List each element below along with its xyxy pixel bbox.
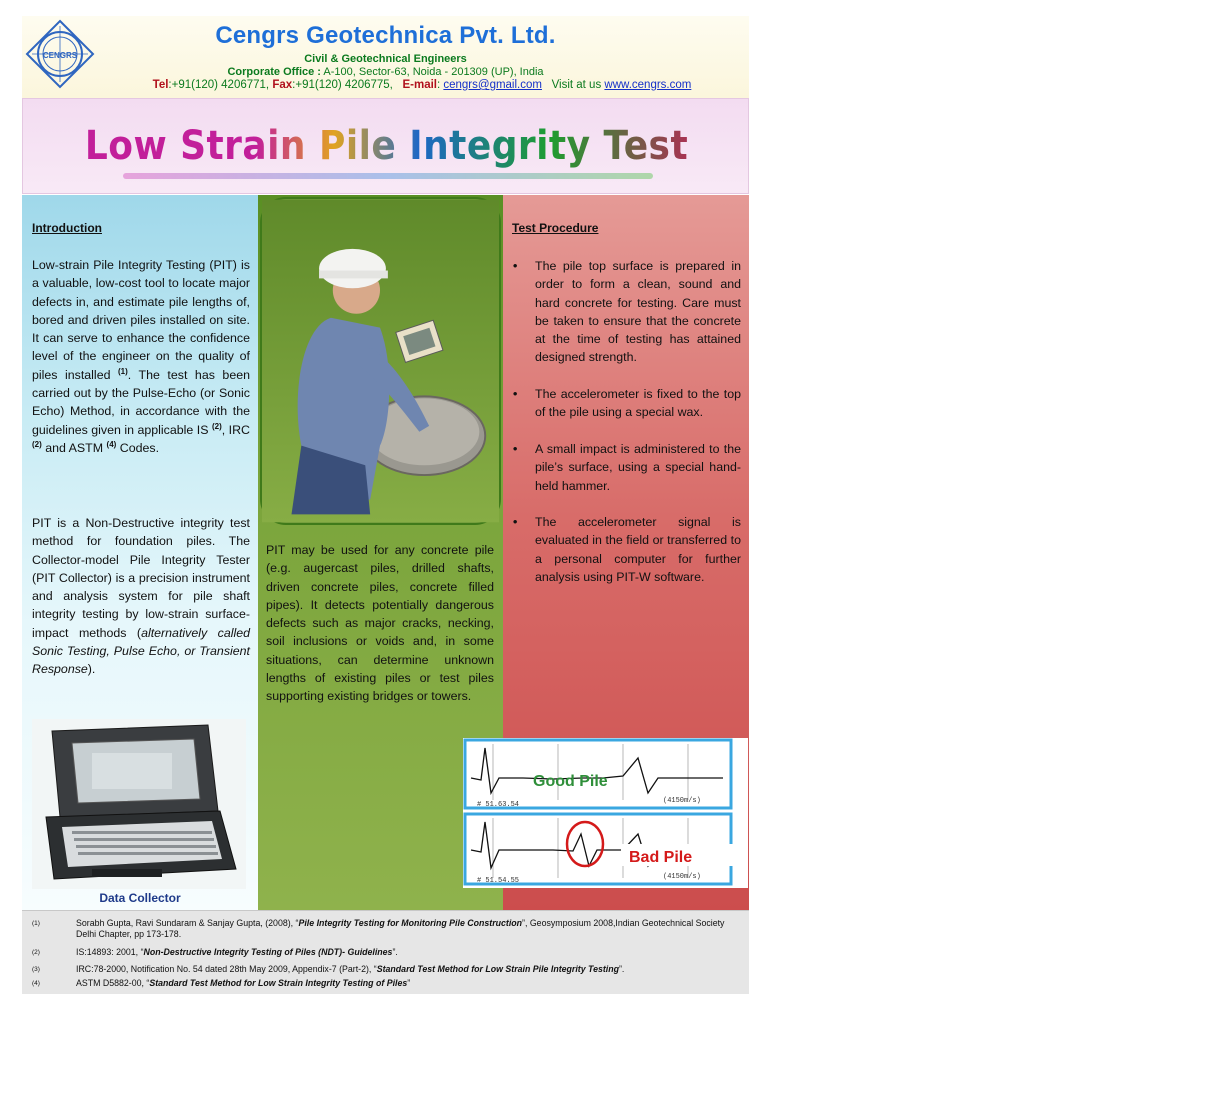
bad-pile-label: Bad Pile xyxy=(629,849,693,866)
company-name: Cengrs Geotechnica Pvt. Ltd. xyxy=(215,22,556,49)
office-label: Corporate Office : xyxy=(227,66,321,78)
office-address: A-100, Sector-63, Noida - 201309 (UP), India xyxy=(323,66,544,78)
logo-text: CENGRS xyxy=(42,51,78,60)
title-banner xyxy=(22,98,749,194)
pit-results-figure xyxy=(463,738,748,888)
worker-photo xyxy=(260,197,501,525)
visit-text: Visit at us xyxy=(551,79,602,91)
contact-line: Tel:+91(120) 4206771, Fax:+91(120) 4206775, E-mail: cengrs@gmail.com Visit at us www.cengrs.com xyxy=(152,79,692,91)
page-title: Low Strain Pile Integrity Test xyxy=(59,123,713,169)
procedure-step: • A small impact is administered to the pile’s surface, using a special hand-held hammer. xyxy=(511,440,741,495)
good-speed-readout: (4150m/s) xyxy=(663,797,701,805)
data-collector-caption: Data Collector xyxy=(99,891,181,905)
procedure-step: • The accelerometer is fixed to the top of the pile using a special wax. xyxy=(511,385,741,422)
test-procedure-list xyxy=(511,257,741,605)
applications-text: PIT may be used for any concrete pile (e.g. augercast piles, drilled shafts, driven concrete piles, concrete filled pipes). It detects potentially dangerous defects such as major cracks, necking, soil inclusions or voids and, in some situations, can determine unknown lengths of existing piles or test piles supporting existing bridges or towers. xyxy=(266,543,494,704)
fax-label: Fax xyxy=(272,79,293,91)
fax-value: :+91(120) 4206775, xyxy=(292,79,393,91)
introduction-paragraph-2: PIT is a Non-Destructive integrity test method for foundation piles. The Collector-model Pile Integrity Tester (PIT Collector) is a precision instrument and analysis system for pile shaft integrity testing by low-strain surface-impact methods (alternatively called Sonic Testing, Pulse Echo, or Transient Response). xyxy=(32,516,251,677)
procedure-step: • The pile top surface is prepared in order to form a clean, sound and hard concrete for testing. Care must be taken to ensure that the concrete at the time of testing has attained designed strength. xyxy=(511,257,741,367)
introduction-heading: Introduction xyxy=(32,221,102,235)
bad-readout: # 51.54.55 xyxy=(477,877,520,885)
letterhead xyxy=(22,16,749,98)
email-label: E-mail xyxy=(402,79,437,91)
pit-results-caption: Typical PIT Results xyxy=(1051,1088,1161,1102)
test-procedure-heading: Test Procedure xyxy=(512,221,599,235)
procedure-step: • The accelerometer signal is evaluated in the field or transferred to a personal computer for further analysis using PIT-W software. xyxy=(511,513,741,586)
good-pile-label: Good Pile xyxy=(533,773,608,790)
company-subtitle: Civil & Geotechnical Engineers xyxy=(304,53,467,65)
website-link[interactable]: www.cengrs.com xyxy=(604,79,692,91)
introduction-column xyxy=(22,195,258,910)
tel-value: :+91(120) 4206771, xyxy=(168,79,273,91)
footnotes: (1) Sorabh Gupta, Ravi Sundaram & Sanjay Gupta, (2008), “Pile Integrity Testing for Monitoring Pile Construction”, Geosymposium 2008,Indian Geotechnical Society Delhi Chapter, pp 173-178. (2) IS:14893: 2001, “Non-Destructive Integrity Testing of Piles (NDT)- Guidelines”. (3) IRC:78-2000, Notification No. 54 dated 28th May 2009, Appendix-7 (Part-2), “Standard Test Method for Low Strain Pile Integrity Testing”. (4) ASTM D5882-00, “Standard Test Method for Low Strain Integrity Testing of Piles” xyxy=(22,910,749,994)
bad-speed-readout: (4150m/s) xyxy=(663,873,701,881)
data-collector-image xyxy=(32,719,246,889)
email-link[interactable]: cengrs@gmail.com xyxy=(443,79,542,91)
tel-label: Tel xyxy=(152,79,169,91)
good-readout: # 51.63.54 xyxy=(477,801,520,809)
corporate-office xyxy=(22,66,749,78)
introduction-paragraph-1: Low-strain Pile Integrity Testing (PIT) is a valuable, low-cost tool to locate major defects in, and estimate pile lengths of, bored and driven piles installed on site. It can serve to enhance the confidence level of the engineer on the quality of piles installed $^{(1)}$. The test has been carried out by the Pulse-Echo (or Sonic Echo) Method, in accordance with the guidelines given in applicable IS $^{(2)}$, IRC $^{(2)}$ and ASTM $^{(4)}$ Codes. xyxy=(32,258,250,455)
banner-reflection xyxy=(123,173,653,179)
